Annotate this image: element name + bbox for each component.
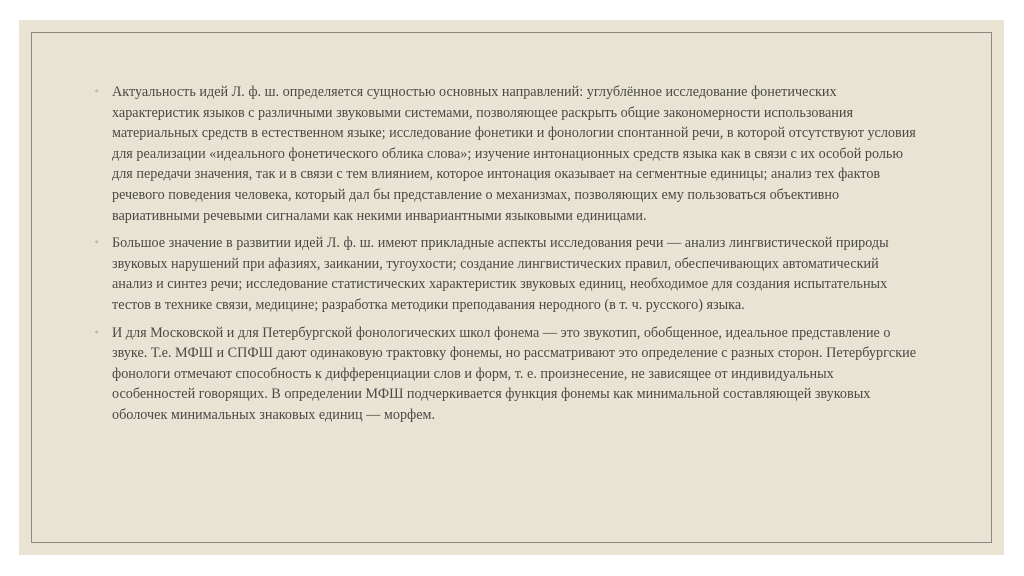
bullet-circle-icon: ◦: [95, 326, 99, 338]
bullet-item: [97, 82, 917, 226]
bullet-list: [97, 82, 917, 433]
bullet-item: [97, 233, 917, 315]
bullet-text: И для Московской и для Петербургской фонологических школ фонема — это звукотип, обобщенное, идеальное представление о звуке. Т.е. МФШ и СПФШ дают одинаковую трактовку фонемы, но рассматривают это определение с разных сторон. Петербургские фонологи отмечают способность к дифференциации слов и форм, т. е. произнесение, не зависящее от индивидуальных особенностей говорящих. В определении МФШ подчеркивается функция фонемы как минимальной составляющей звуковых оболочек минимальных знаковых единиц — морфем.: [112, 324, 916, 423]
bullet-item: [97, 323, 917, 426]
bullet-text: Актуальность идей Л. ф. ш. определяется сущностью основных направлений: углублённое исследование фонетических характеристик языков с различными звуковыми системами, позволяющее раскрыть общие закономерности использования материальных средств в естественном языке; исследование фонетики и фонологии спонтанной речи, в которой отсутствуют условия для реализации «идеального фонетического облика слова»; изучение интонационных средств языка как в связи с их особой ролью для передачи значения, так и в связи с тем влиянием, которое интонация оказывает на сегментные единицы; анализ тех фактов речевого поведения человека, который дал бы представление о механизмах, позволяющих ему пользоваться объективно вариативными речевыми сигналами как некими инвариантными языковыми единицами.: [112, 84, 916, 224]
bullet-text: Большое значение в развитии идей Л. ф. ш. имеют прикладные аспекты исследования речи — анализ лингвистической природы звуковых нарушений при афазиях, заикании, тугоухости; создание лингвистических правил, обеспечивающих автоматический анализ и синтез речи; исследование статистических характеристик звуковых единиц, необходимое для создания испытательных тестов в технике связи, медицине; разработка методики преподавания неродного (в т. ч. русского) языка.: [112, 235, 889, 313]
bullet-circle-icon: ◦: [95, 86, 99, 97]
slide: [19, 20, 1004, 555]
bullet-circle-icon: ◦: [95, 237, 99, 249]
